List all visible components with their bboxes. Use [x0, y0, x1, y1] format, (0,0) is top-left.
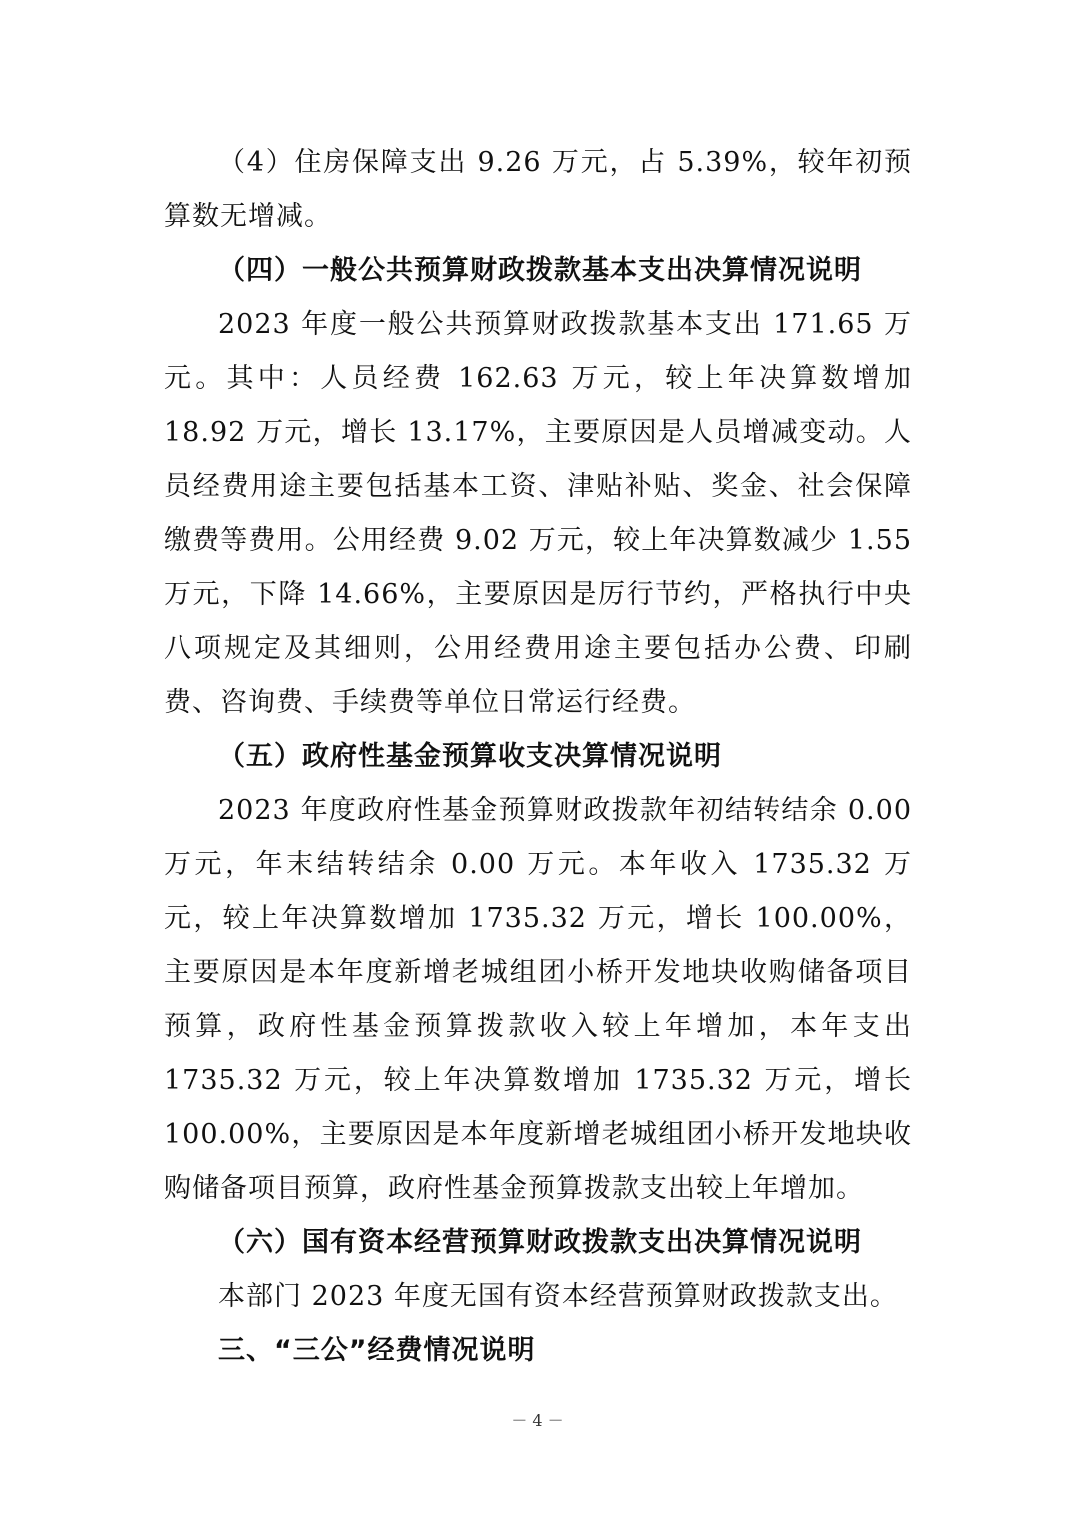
page-number: － 4 － — [511, 1411, 564, 1430]
paragraph-housing-expense: （4）住房保障支出 9.26 万元，占 5.39%，较年初预算数无增减。 — [164, 147, 912, 232]
chapter-heading-three: 三、“三公”经费情况说明 — [218, 1335, 536, 1366]
paragraph-basic-expense: 2023 年度一般公共预算财政拨款基本支出 171.65 万元。其中：人员经费 162.63 万元，较上年决算数增加 18.92 万元，增长 13.17%，主要原因是人员增减变动。人员经费用途主要包括基本工资、津贴补贴、奖金、社会保障缴费等费用。公用经费 9.02 万元，较上年决算数减少 1.55 万元，下降 14.66%，主要原因是厉行节约，严格执行中央八项规定及其细则，公用经费用途主要包括办公费、印刷费、咨询费、手续费等单位日常运行经费。 — [164, 309, 912, 718]
section-heading-5: （五）政府性基金预算收支决算情况说明 — [218, 741, 722, 772]
paragraph-government-fund: 2023 年度政府性基金预算财政拨款年初结转结余 0.00 万元，年末结转结余 0.00 万元。本年收入 1735.32 万元，较上年决算数增加 1735.32 万元，增长 100.00%，主要原因是本年度新增老城组团小桥开发地块收购储备项目预算，政府性基金预算拨款收入较上年增加，本年支出 1735.32 万元，较上年决算数增加 1735.32 万元，增长 100.00%，主要原因是本年度新增老城组团小桥开发地块收购储备项目预算，政府性基金预算拨款支出较上年增加。 — [164, 795, 912, 1204]
section-heading-4: （四）一般公共预算财政拨款基本支出决算情况说明 — [218, 255, 862, 286]
paragraph-state-capital: 本部门 2023 年度无国有资本经营预算财政拨款支出。 — [218, 1281, 898, 1312]
section-heading-6: （六）国有资本经营预算财政拨款支出决算情况说明 — [218, 1227, 862, 1258]
document-body — [164, 136, 912, 1378]
